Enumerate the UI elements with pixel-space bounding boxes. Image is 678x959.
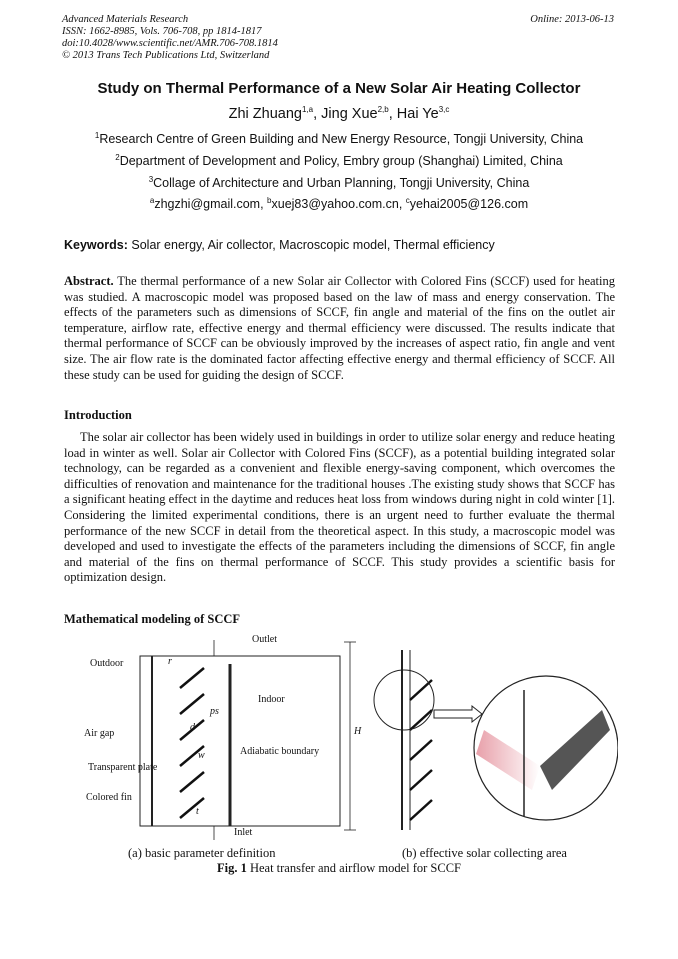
figure-title: Heat transfer and airflow model for SCCF bbox=[249, 861, 462, 875]
journal-header bbox=[62, 14, 278, 62]
keywords-label: Keywords: bbox=[64, 238, 128, 252]
figure-label: Fig. 1 bbox=[216, 861, 247, 875]
label-transparent-plate: Transparent plate bbox=[88, 762, 158, 773]
label-H: H bbox=[354, 726, 362, 737]
fin-detail bbox=[540, 710, 610, 790]
label-indoor: Indoor bbox=[258, 694, 285, 705]
figure-1 bbox=[62, 630, 618, 840]
affiliation-1: $^1$Research Centre of Green Building and New Energy Resource, Tongji University, China bbox=[94, 131, 584, 147]
copyright-line: © 2013 Trans Tech Publications Ltd, Switzerland bbox=[62, 50, 270, 61]
intro-text: The solar air collector has been widely used in buildings in order to utilize solar energy and reduce heating load in winter as well. Solar air Collector with Colored Fins (SCCF), as a potential building integrated solar technology, can be regarded as a convenient and flexible energy-saving component, which overcomes the difficulties of renovation and maintenance for the traditional houses .The existing study shows that SCCF has a significant heating effect in the daytime and reduces heat loss from windows during night in cold winter [1]. Considering the limited experimental conditions, there is an urgent need to further evaluate the thermal performance of the new SCCF in detail from the theoretical aspect. In this study, a macroscopic model was developed and used to investigate the effects of the parameters including the dimensions of SCCF, fin angle and material of the fins on thermal performance of SCCF. This study provides a scientific basis for optimization design. bbox=[64, 430, 615, 585]
label-d: d bbox=[190, 722, 195, 733]
author-name: Jing Xue bbox=[321, 105, 378, 122]
modeling-heading: Mathematical modeling of SCCF bbox=[64, 612, 241, 626]
issn-line: ISSN: 1662-8985, Vols. 706-708, pp 1814-1817 bbox=[62, 26, 262, 37]
paper-title: Study on Thermal Performance of a New Solar Air Heating Collector bbox=[97, 80, 581, 97]
intro-heading: Introduction bbox=[64, 408, 132, 422]
figure-1-drawing bbox=[62, 630, 618, 840]
figure-caption bbox=[0, 861, 678, 876]
solar-beam bbox=[476, 730, 540, 790]
label-r: r bbox=[168, 656, 172, 667]
colored-fins bbox=[180, 668, 204, 818]
label-adiabatic-boundary: Adiabatic boundary bbox=[240, 746, 320, 757]
label-outdoor: Outdoor bbox=[90, 658, 124, 669]
online-date: Online: 2013-06-13 bbox=[530, 14, 614, 25]
label-air-gap: Air gap bbox=[84, 728, 115, 739]
abstract-label: Abstract. bbox=[64, 274, 114, 288]
label-ps: ps bbox=[210, 706, 219, 717]
author-list: Zhi Zhuang$^{1,a}$, Jing Xue$^{2,b}$, Hai Ye$^{3,c}$ bbox=[228, 105, 450, 122]
author-emails: $^a$zhgzhi@gmail.com, $^b$xuej83@yahoo.com.cn, $^c$yehai2005@126.com bbox=[149, 196, 529, 212]
caption-b: (b) effective solar collecting area bbox=[402, 846, 567, 860]
affiliation-3: $^3$Collage of Architecture and Urban Planning, Tongji University, China bbox=[148, 175, 530, 191]
affiliation-2: $^2$Department of Development and Policy, Embry group (Shanghai) Limited, China bbox=[115, 153, 563, 169]
abstract bbox=[64, 274, 615, 383]
doi-line: doi:10.4028/www.scientific.net/AMR.706-708.1814 bbox=[62, 38, 278, 49]
zoom-arrow bbox=[434, 706, 482, 722]
fins-b bbox=[410, 680, 432, 820]
journal-name: Advanced Materials Research bbox=[62, 14, 189, 25]
collector-frame bbox=[140, 656, 340, 826]
keywords-text: Solar energy, Air collector, Macroscopic model, Thermal efficiency bbox=[131, 238, 495, 252]
author-name: Zhi Zhuang bbox=[228, 105, 302, 122]
label-inlet: Inlet bbox=[234, 827, 253, 838]
caption-a: (a) basic parameter definition bbox=[128, 846, 276, 860]
label-outlet: Outlet bbox=[252, 634, 277, 645]
label-colored-fin: Colored fin bbox=[86, 792, 132, 803]
keywords bbox=[64, 238, 495, 252]
label-w: w bbox=[198, 750, 205, 761]
detail-circle-small bbox=[374, 670, 434, 730]
abstract-text: The thermal performance of a new Solar air Collector with Colored Fins (SCCF) used for heating was studied. A macroscopic model was proposed based on the law of mass and energy conservation. The effects of the parameters such as dimensions of SCCF, fin angle and material of the fins on the outlet air temperature, airflow rate, effective energy and thermal efficiency were discussed. The results indicate that thermal performance of SCCF can be obviously improved by the increases of aspect ratio, fin angle and vent size. The air flow rate is the dominated factor affecting effective energy and thermal efficiency of SCCF. All these study can be used for guiding the design of SCCF. bbox=[64, 274, 615, 382]
label-t: t bbox=[196, 806, 199, 817]
author-name: Hai Ye bbox=[396, 105, 439, 122]
